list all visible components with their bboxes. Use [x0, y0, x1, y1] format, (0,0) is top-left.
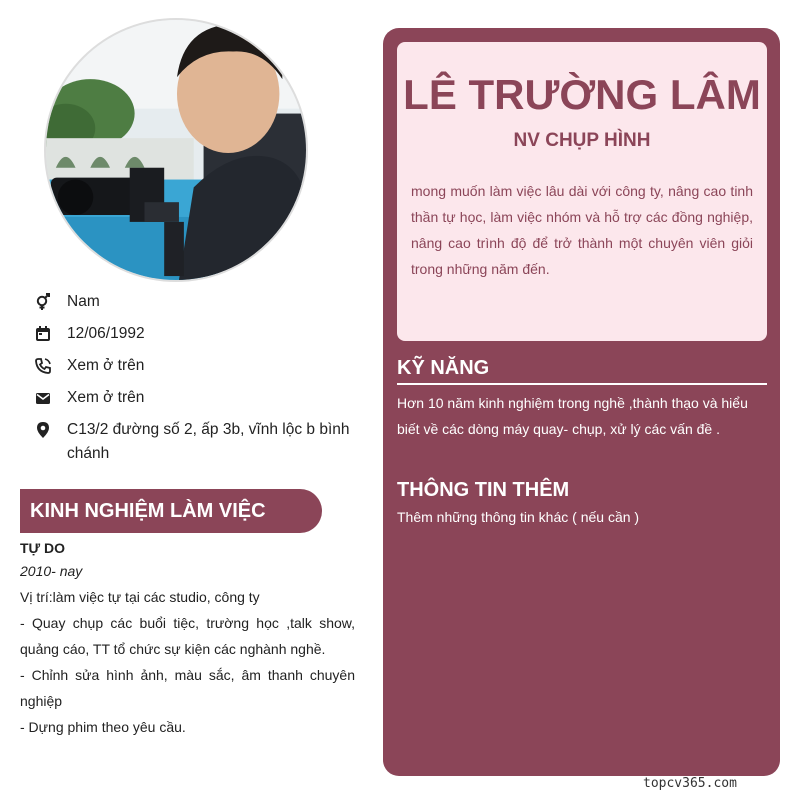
location-icon — [34, 421, 52, 439]
info-address — [34, 418, 364, 466]
gender-icon — [34, 293, 52, 311]
mail-icon — [34, 389, 52, 407]
experience-section — [20, 538, 355, 740]
info-phone — [34, 354, 364, 378]
experience-line: - Quay chụp các buổi tiệc, trường học ,talk show, quảng cáo, TT tổ chức sự kiện các nghành nghề. — [20, 615, 355, 657]
experience-header: KINH NGHIỆM LÀM VIỆC — [20, 489, 322, 533]
career-objective: mong muốn làm việc lâu dài với công ty, nâng cao tinh thần tự học, làm việc nhóm và hỗ trợ các đồng nghiệp, nâng cao trình độ để trở thành một chuyên viên giỏi trong những năm đến. — [411, 183, 753, 277]
personal-info — [34, 290, 364, 474]
info-birthday — [34, 322, 364, 346]
job-title: NV CHỤP HÌNH — [513, 130, 651, 151]
info-gender — [34, 290, 364, 314]
skills-divider — [397, 383, 767, 385]
birthday-value: 12/06/1992 — [67, 325, 145, 342]
calendar-icon — [34, 325, 52, 343]
address-value: C13/2 đường số 2, ấp 3b, vĩnh lộc b bình chánh — [67, 421, 350, 462]
name-box — [397, 42, 767, 341]
right-column — [383, 28, 780, 776]
profile-photo — [46, 20, 306, 280]
extra-info-text: Thêm những thông tin khác ( nếu cần ) — [397, 509, 640, 525]
experience-line: - Dựng phim theo yêu cầu. — [20, 719, 186, 735]
skills-title: KỸ NĂNG — [397, 357, 490, 379]
left-column — [0, 0, 372, 804]
experience-company: TỰ DO — [20, 540, 66, 556]
extra-info-title: THÔNG TIN THÊM — [397, 479, 570, 501]
experience-description — [20, 584, 355, 740]
experience-line: - Chỉnh sửa hình ảnh, màu sắc, âm thanh chuyên nghiệp — [20, 667, 355, 709]
gender-value: Nam — [67, 293, 100, 310]
experience-period: 2010- nay — [20, 563, 83, 579]
info-email — [34, 386, 364, 410]
email-value: Xem ở trên — [67, 389, 145, 406]
footer-watermark: topcv365.com — [643, 776, 737, 791]
full-name: LÊ TRƯỜNG LÂM — [403, 71, 761, 118]
phone-icon — [34, 357, 52, 375]
skills-text: Hơn 10 năm kinh nghiệm trong nghề ,thành thạo và hiểu biết về các dòng máy quay- chụp, xử lý các vấn đề . — [397, 395, 748, 437]
experience-line: Vị trí:làm việc tự tại các studio, công ty — [20, 589, 260, 605]
avatar — [44, 18, 308, 282]
phone-value: Xem ở trên — [67, 357, 145, 374]
